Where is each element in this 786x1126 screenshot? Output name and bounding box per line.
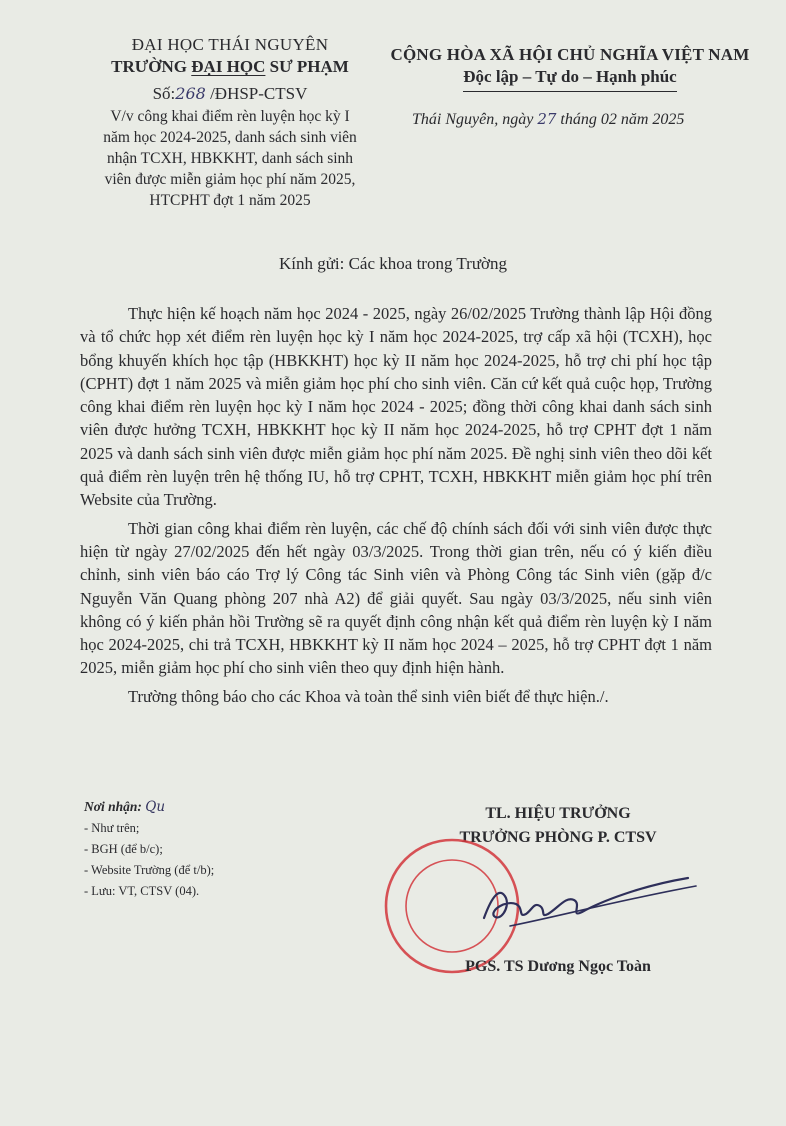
signature-scribble-icon: [470, 856, 700, 946]
subject-line: năm học 2024-2025, danh sách sinh viên: [103, 129, 357, 146]
subject-line: V/v công khai điểm rèn luyện học kỳ I: [110, 108, 350, 125]
handwritten-number: 268: [175, 84, 206, 103]
handwritten-initials: Qu: [145, 799, 166, 815]
document-body: [80, 302, 712, 708]
national-title: CỘNG HÒA XÃ HỘI CHỦ NGHĨA VIỆT NAM: [390, 45, 750, 64]
parent-organization: ĐẠI HỌC THÁI NGUYÊN: [131, 35, 329, 54]
document-number: Số:268 /ĐHSP-CTSV: [152, 84, 308, 103]
signer-name: PGS. TS Dương Ngọc Toàn: [465, 958, 651, 975]
subject-line: viên được miễn giảm học phí năm 2025,: [104, 171, 356, 188]
body-paragraph: Thời gian công khai điểm rèn luyện, các chế độ chính sách đối với sinh viên được thực hiện từ ngày 27/02/2025 đến hết ngày 03/3/2025. Trong thời gian trên, nếu có ý kiến điều chỉnh, sinh viên báo cáo Trợ lý Công tác Sinh viên và Phòng Công tác Sinh viên (gặp đ/c Nguyễn Văn Quang phòng 207 nhà A2) để giải quyết. Sau ngày 03/3/2025, nếu sinh viên không có ý kiến phản hồi Trường sẽ ra quyết định công nhận kết quả điểm rèn luyện kỳ I năm học 2024-2025, chi trả TCXH, HBKKHT kỳ II năm học 2024 – 2025, hỗ trợ CPHT đợt 1 năm 2025, miễn giảm học phí cho sinh viên theo quy định hiện hành.: [80, 518, 712, 678]
organization-name: TRƯỜNG ĐẠI HỌC SƯ PHẠM: [111, 57, 349, 76]
national-motto: Độc lập – Tự do – Hạnh phúc: [463, 66, 676, 92]
body-paragraph: Thực hiện kế hoạch năm học 2024 - 2025, ngày 26/02/2025 Trường thành lập Hội đồng và tổ chức họp xét điểm rèn luyện học kỳ I năm học 2024-2025, trợ cấp xã hội (TCXH), học bổng khuyến khích học tập (HBKKHT) học kỳ II năm học 2024-2025, hỗ trợ chi phí học tập (CPHT) đợt 1 năm 2025 và miễn giảm học phí cho sinh viên. Căn cứ kết quả cuộc họp, Trường công khai điểm rèn luyện học kỳ I năm học 2024 - 2025; đồng thời công khai danh sách sinh viên được hưởng TCXH, HBKKHT học kỳ II năm học 2024-2025, hỗ trợ CPHT đợt 1 năm 2025 và danh sách sinh viên được miễn giảm học phí năm 2025. Đề nghị sinh viên theo dõi kết quả điểm rèn luyện trên hệ thống IU, hỗ trợ CPHT, TCXH, HBKKHT miễn giảm học phí trên Website của Trường.: [80, 304, 712, 510]
place-date: Thái Nguyên, ngày 27 tháng 02 năm 2025: [412, 110, 685, 128]
handwritten-day: 27: [537, 110, 557, 128]
national-header: [372, 44, 768, 92]
subject-line: HTCPHT đợt 1 năm 2025: [149, 192, 311, 209]
recipient-item: - Lưu: VT, CTSV (04).: [84, 884, 200, 898]
body-paragraph: Trường thông báo cho các Khoa và toàn thể sinh viên biết để thực hiện./.: [128, 686, 609, 706]
signature-title: TL. HIỆU TRƯỞNG TRƯỞNG PHÒNG P. CTSV: [459, 805, 657, 846]
recipients-list: [84, 796, 344, 902]
recipient-item: - Website Trường (để t/b);: [84, 863, 215, 877]
recipient-line: Kính gửi: Các khoa trong Trường: [278, 254, 508, 273]
recipients-title: Nơi nhận: Qu: [84, 799, 166, 815]
recipient-item: - BGH (để b/c);: [84, 842, 163, 856]
subject-block: [70, 106, 390, 211]
recipient-item: - Như trên;: [84, 821, 140, 835]
subject-line: nhận TCXH, HBKKHT, danh sách sinh: [106, 150, 354, 167]
issuer-block: [70, 34, 390, 211]
